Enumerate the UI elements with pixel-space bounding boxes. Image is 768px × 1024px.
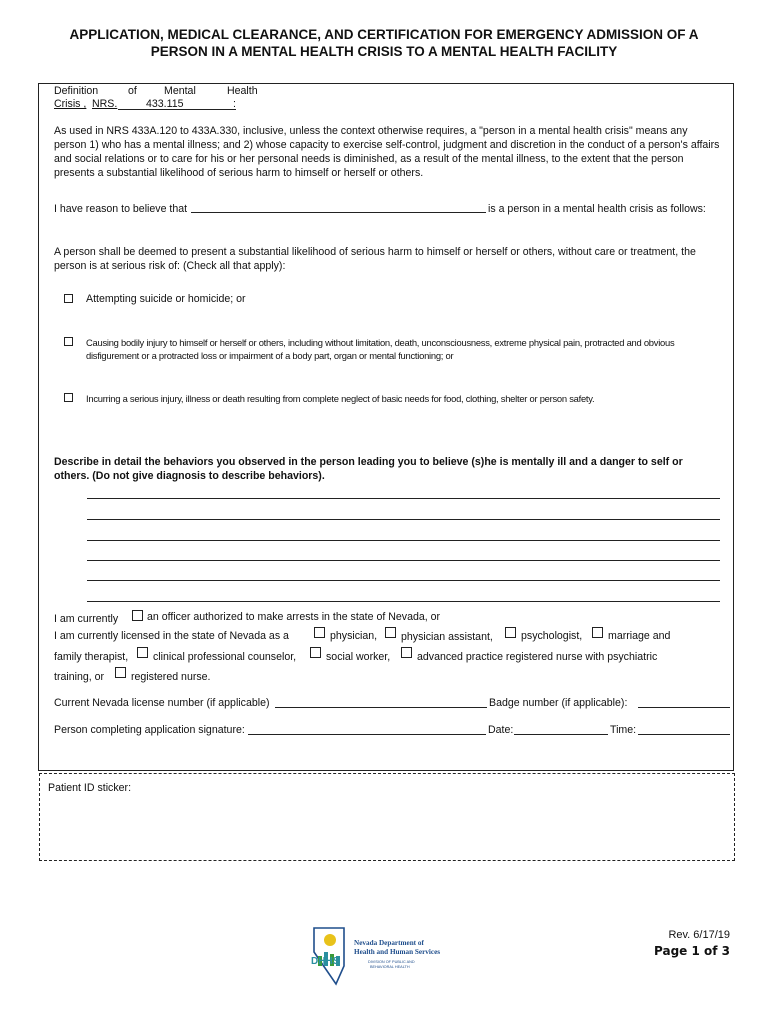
mft-checkbox[interactable] (592, 627, 603, 638)
dhhs-logo (310, 926, 460, 986)
risk-checkbox-neglect[interactable] (64, 393, 73, 402)
aprn-label-b: training, or (54, 671, 105, 683)
description-line-3[interactable] (87, 540, 720, 541)
definition-heading-w4: Health (227, 85, 258, 97)
aprn-label-a: advanced practice registered nurse with psychiatric (417, 651, 658, 663)
patient-id-sticker-box[interactable] (39, 773, 735, 861)
mft-label-b: family therapist, (54, 651, 129, 663)
risk-label-injury: Causing bodily injury to himself or herself or others, including without limitation, death, unconsciousness, extreme physical pain, protracted and obvious disfigurement or a protracted loss or impairment of a body part, organ or mental functioning; or (86, 337, 675, 361)
definition-heading-colon: : (233, 98, 236, 110)
logo-line2: Health and Human Services (354, 948, 441, 956)
registered-nurse-checkbox[interactable] (115, 667, 126, 678)
counselor-checkbox[interactable] (137, 647, 148, 658)
licensed-label: I am currently licensed in the state of Nevada as a (54, 630, 289, 642)
patient-id-sticker-label: Patient ID sticker: (48, 782, 132, 794)
license-label: Current Nevada license number (if applicable) (54, 697, 270, 709)
physician-checkbox[interactable] (314, 627, 325, 638)
risk-checkbox-suicide[interactable] (64, 294, 73, 303)
aprn-checkbox[interactable] (401, 647, 412, 658)
physician-assistant-checkbox[interactable] (385, 627, 396, 638)
logo-line3: DIVISION OF PUBLIC AND (368, 960, 415, 964)
person-name-field[interactable] (191, 212, 486, 213)
definition-heading-w1: Definition (54, 85, 99, 97)
revision-block (654, 927, 730, 959)
form-title-line2: PERSON IN A MENTAL HEALTH CRISIS TO A MENTAL HEALTH FACILITY (150, 44, 618, 59)
role-currently: I am currently (54, 613, 119, 625)
page-number: Page 1 of 3 (654, 944, 730, 958)
social-worker-checkbox[interactable] (310, 647, 321, 658)
form-title-line1: APPLICATION, MEDICAL CLEARANCE, AND CERTIFICATION FOR EMERGENCY ADMISSION OF A (69, 27, 699, 42)
belief-prefix: I have reason to believe that (54, 203, 188, 215)
risk-label-suicide: Attempting suicide or homicide; or (86, 293, 246, 305)
psychologist-checkbox[interactable] (505, 627, 516, 638)
description-line-4[interactable] (87, 560, 720, 561)
definition-heading-w3: Mental (164, 85, 196, 97)
description-line-6[interactable] (87, 601, 720, 602)
social-worker-label: social worker, (326, 651, 391, 663)
logo-line1: Nevada Department of (354, 939, 424, 947)
description-line-1[interactable] (87, 498, 720, 499)
officer-label: an officer authorized to make arrests in the state of Nevada, or (147, 611, 441, 623)
time-label: Time: (610, 724, 637, 736)
badge-number-field[interactable] (638, 707, 730, 708)
describe-instructions: Describe in detail the behaviors you observed in the person leading you to believe (s)he is mentally ill and a danger to self or others. (Do not give diagnosis to describe behaviors). (54, 456, 683, 482)
risk-checkbox-injury[interactable] (64, 337, 73, 346)
date-field[interactable] (514, 734, 608, 735)
officer-checkbox[interactable] (132, 610, 143, 621)
time-field[interactable] (638, 734, 730, 735)
form-title (60, 26, 708, 60)
definition-heading-crisis: Crisis , (54, 98, 87, 110)
date-label: Date: (488, 724, 514, 736)
revision-date: Rev. 6/17/19 (668, 929, 730, 941)
counselor-label: clinical professional counselor, (153, 651, 297, 663)
psychologist-label: psychologist, (521, 630, 583, 642)
signature-field[interactable] (248, 734, 486, 735)
risk-label-neglect: Incurring a serious injury, illness or death resulting from complete neglect of basic needs for food, clothing, shelter or person safety. (86, 393, 595, 404)
deemed-text: A person shall be deemed to present a substantial likelihood of serious harm to himself or herself or others, without care or treatment, the person is at serious risk of: (Check all that apply): (54, 246, 696, 272)
logo-line4: BEHAVIORAL HEALTH (370, 965, 410, 969)
description-line-5[interactable] (87, 580, 720, 581)
logo-mark-text: DHHS (311, 956, 340, 967)
registered-nurse-label: registered nurse. (131, 671, 211, 683)
license-number-field[interactable] (275, 707, 487, 708)
definition-heading-code: 433.115 (146, 98, 184, 110)
mft-label-a: marriage and (608, 630, 671, 642)
application-frame (38, 83, 734, 771)
belief-suffix: is a person in a mental health crisis as follows: (488, 203, 706, 215)
definition-heading-w2: of (128, 85, 137, 97)
description-line-2[interactable] (87, 519, 720, 520)
definition-body: As used in NRS 433A.120 to 433A.330, inclusive, unless the context otherwise requires, a "person in a mental health crisis" means any person 1) who has a mental illness; and 2) whose capacity to exercise self-control, judgment and discretion in the conduct of a person's affairs and social relations or to care for his or her personal needs is diminished, as a result of the mental illness, to the extent that the person presents a substantial likelihood of serious harm to himself or herself or others. (54, 125, 720, 179)
signature-label: Person completing application signature: (54, 724, 245, 736)
definition-heading-nrs: NRS. (92, 98, 118, 110)
physician-label: physician, (330, 630, 378, 642)
physician-assistant-label: physician assistant, (401, 631, 493, 643)
badge-label: Badge number (if applicable): (489, 697, 628, 709)
